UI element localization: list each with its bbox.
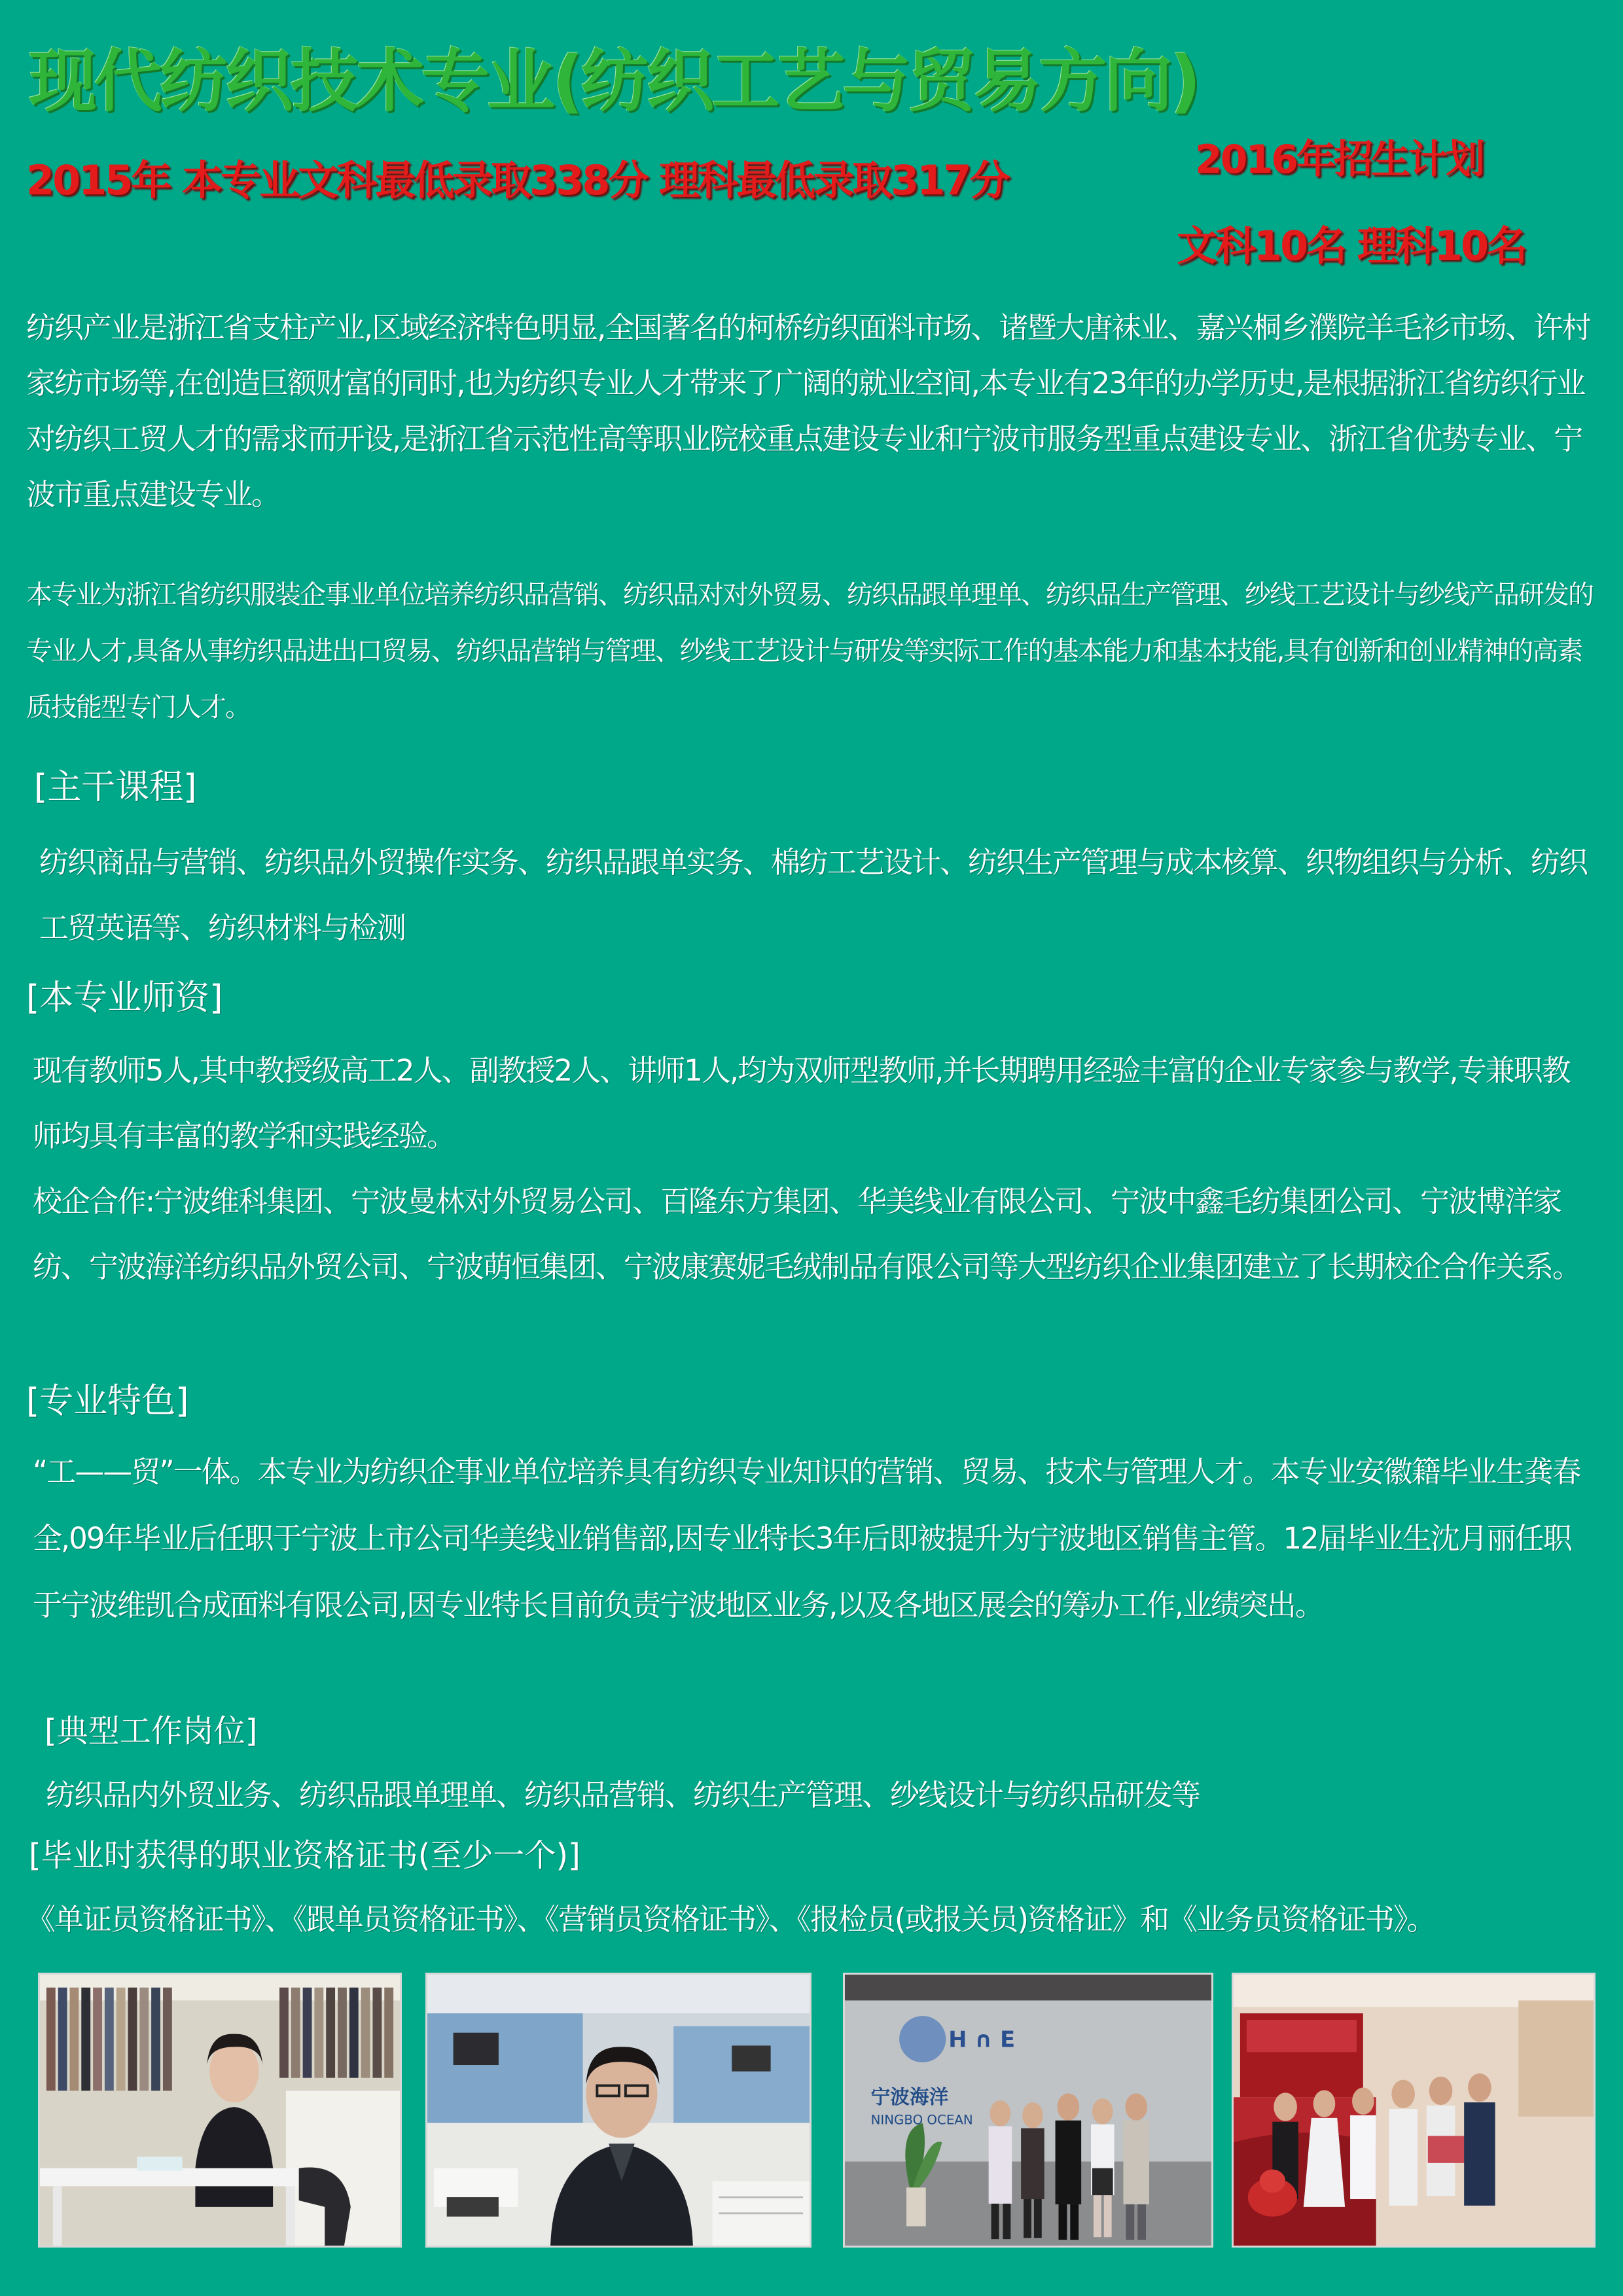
company-sign-cn: 宁波海洋	[870, 2086, 949, 2109]
photo-office-worker	[425, 1973, 812, 2248]
intro-paragraph-1: 纺织产业是浙江省支柱产业,区域经济特色明显,全国著名的柯桥纺织面料市场、诸暨大唐袜业、嘉兴桐乡濮院羊毛衫市场、许村家纺市场等,在创造巨额财富的同时,也为纺织专业人才带来了广阔的就业空间,本专业有23年的办学历史,是根据浙江省纺织行业对纺织工贸人才的需求而开设,是浙江省示范性高等职业院校重点建设专业和宁波市服务型重点建设专业、浙江省优势专业、宁波市重点建设专业。	[26, 310, 1590, 512]
cooperation-text: 校企合作:宁波维科集团、宁波曼林对外贸易公司、百隆东方集团、华美线业有限公司、宁波中鑫毛纺集团公司、宁波博洋家纺、宁波海洋纺织品外贸公司、宁波萌恒集团、宁波康赛妮毛绒制品有限公司等大型纺织企业集团建立了长期校企合作关系。	[33, 1184, 1581, 1284]
company-sign-en: NINGBO OCEAN	[870, 2112, 973, 2128]
faculty-text: 现有教师5人,其中教授级高工2人、副教授2人、讲师1人,均为双师型教师,并长期聘用经验丰富的企业专家参与教学,专兼职教师均具有丰富的教学和实践经验。	[33, 1053, 1570, 1153]
intro-paragraph-2: 本专业为浙江省纺织服装企事业单位培养纺织品营销、纺织品对对外贸易、纺织品跟单理单、纺织品生产管理、纱线工艺设计与纱线产品研发的专业人才,具备从事纺织品进出口贸易、纺织品营销与管理、纱线工艺设计与研发等实际工作的基本能力和基本技能,具有创新和创业精神的高素质技能型专门人才。	[26, 580, 1593, 723]
features-heading: [专业特色]	[26, 1382, 189, 1421]
features-text: “工——贸”一体。本专业为纺织企事业单位培养具有纺织专业知识的营销、贸易、技术与管理人才。本专业安徽籍毕业生龚春全,09年毕业后任职于宁波上市公司华美线业销售部,因专业特长3年后即被提升为宁波地区销售主管。12届毕业生沈月丽任职于宁波维凯合成面料有限公司,因专业特长目前负责宁波地区业务,以及各地区展会的筹办工作,业绩突出。	[33, 1454, 1580, 1623]
photo-fabric-showroom	[38, 1973, 402, 2248]
page-title: 现代纺织技术专业(纺织工艺与贸易方向)	[29, 41, 1199, 121]
enrollment-plan-quota: 文科10名 理科10名	[1177, 222, 1526, 270]
photo-company-group	[843, 1973, 1213, 2248]
certificates-heading: [毕业时获得的职业资格证书(至少一个)]	[29, 1837, 580, 1874]
photo-bedding-showroom	[1232, 1973, 1596, 2248]
enrollment-plan-title: 2016年招生计划	[1195, 137, 1483, 183]
certificates-text: 《单证员资格证书》、《跟单员资格证书》、《营销员资格证书》、《报检员(或报关员)资格证》和《业务员资格证书》。	[26, 1902, 1435, 1937]
core-courses-heading: [主干课程]	[34, 768, 197, 807]
core-courses-text: 纺织商品与营销、纺织品外贸操作实务、纺织品跟单实务、棉纺工艺设计、纺织生产管理与成本核算、织物组织与分析、纺织工贸英语等、纺织材料与检测	[39, 845, 1588, 945]
svg-text:H ∩ E: H ∩ E	[948, 2026, 1016, 2053]
jobs-text: 纺织品内外贸业务、纺织品跟单理单、纺织品营销、纺织生产管理、纱线设计与纺织品研发等	[46, 1778, 1200, 1812]
jobs-heading: [典型工作岗位]	[45, 1713, 258, 1749]
faculty-heading: [本专业师资]	[26, 978, 223, 1018]
admission-score-line: 2015年 本专业文科最低录取338分 理科最低录取317分	[26, 156, 1008, 204]
